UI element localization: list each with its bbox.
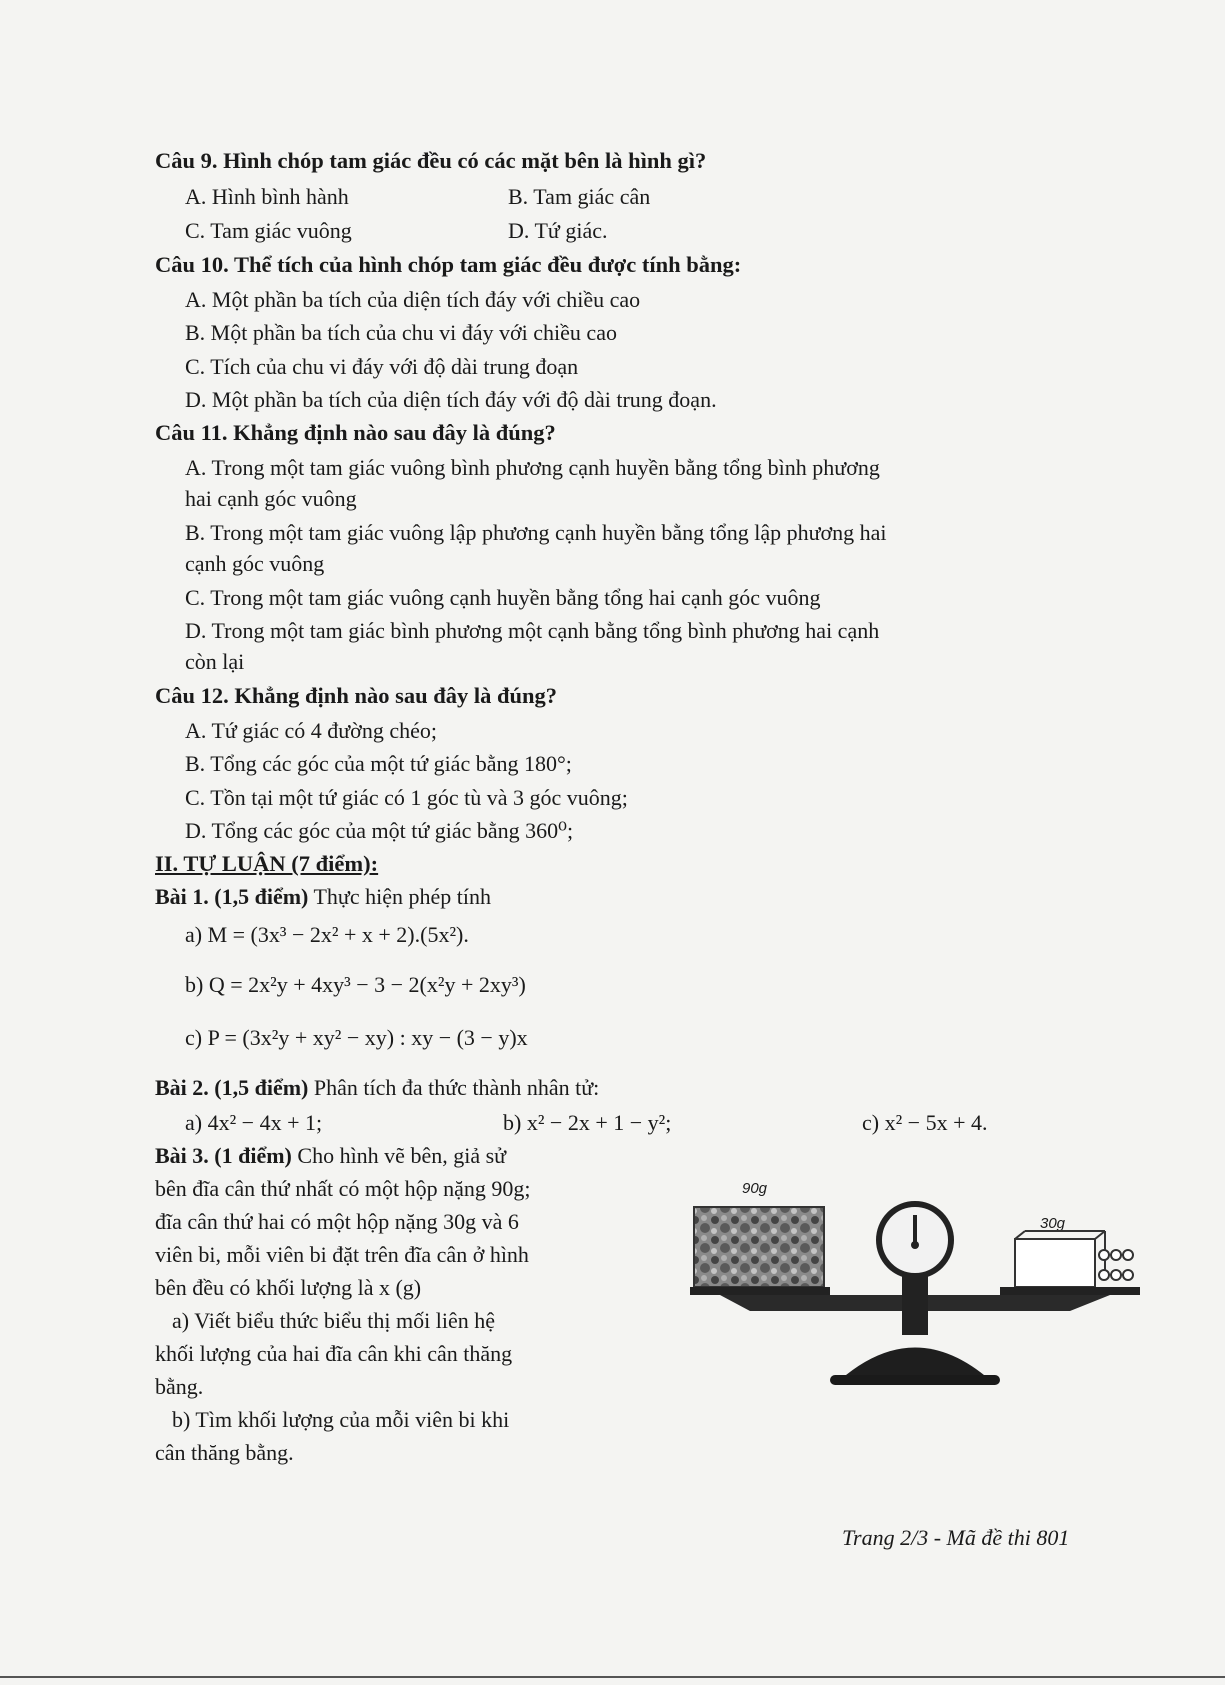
bai-1-expr-a: a) M = (3x³ − 2x² + x + 2).(5x²).	[185, 922, 469, 947]
question-9-option-b: B. Tam giác cân	[508, 184, 651, 209]
bai-2-expr-c: c) x² − 5x + 4.	[862, 1110, 988, 1135]
question-9-option-c: C. Tam giác vuông	[185, 218, 352, 243]
bai-3-part-b-line-2: cân thăng bằng.	[155, 1440, 294, 1465]
box-30g	[1015, 1239, 1095, 1287]
page-footer: Trang 2/3 - Mã đề thi 801	[842, 1525, 1070, 1550]
question-11-option-a-cont: hai cạnh góc vuông	[185, 486, 357, 511]
bai-1-line	[155, 884, 491, 910]
question-12-option-d: D. Tổng các góc của một tứ giác bằng 360⁰;	[185, 818, 574, 843]
section-2-heading: II. TỰ LUẬN (7 điểm):	[155, 851, 379, 876]
bai-1-expr-c: c) P = (3x²y + xy² − xy) : xy − (3 − y)x	[185, 1025, 528, 1050]
figure-label-90g: 90g	[742, 1180, 768, 1197]
question-9-option-a: A. Hình bình hành	[185, 184, 349, 209]
bottom-border	[0, 1676, 1225, 1678]
question-11-title: Câu 11. Khẳng định nào sau đây là đúng?	[155, 420, 556, 445]
bai-2-text: Phân tích đa thức thành nhân tử:	[308, 1075, 600, 1100]
question-9-title: Câu 9. Hình chóp tam giác đều có các mặt bên là hình gì?	[155, 148, 707, 173]
right-pan	[1000, 1287, 1140, 1295]
question-11-option-b: B. Trong một tam giác vuông lập phương cạnh huyền bằng tổng lập phương hai	[185, 520, 887, 545]
bai-3-part-a-line-3: bằng.	[155, 1374, 204, 1399]
left-pan	[690, 1287, 830, 1295]
bai-3-text: Cho hình vẽ bên, giả sử	[291, 1143, 507, 1168]
question-10-option-d: D. Một phần ba tích của diện tích đáy với độ dài trung đoạn.	[185, 387, 717, 412]
question-12-option-b: B. Tổng các góc của một tứ giác bằng 180°;	[185, 751, 572, 776]
bai-3-line-3: đĩa cân thứ hai có một hộp nặng 30g và 6	[155, 1209, 519, 1234]
bai-3-line-4: viên bi, mỗi viên bi đặt trên đĩa cân ở hình	[155, 1242, 529, 1267]
question-12-option-c: C. Tồn tại một tứ giác có 1 góc tù và 3 góc vuông;	[185, 785, 628, 810]
bai-3-part-a-line-1: a) Viết biểu thức biểu thị mối liên hệ	[172, 1308, 496, 1333]
question-11-option-b-cont: cạnh góc vuông	[185, 551, 325, 576]
question-9-option-d: D. Tứ giác.	[508, 218, 608, 243]
question-11-option-a: A. Trong một tam giác vuông bình phương cạnh huyền bằng tổng bình phương	[185, 455, 880, 480]
bai-2-expr-b: b) x² − 2x + 1 − y²;	[503, 1110, 672, 1135]
scale-post	[902, 1275, 928, 1335]
bai-3-line-2: bên đĩa cân thứ nhất có một hộp nặng 90g;	[155, 1176, 531, 1201]
bai-2-expr-a: a) 4x² − 4x + 1;	[185, 1110, 323, 1135]
question-12-option-a: A. Tứ giác có 4 đường chéo;	[185, 718, 437, 743]
bai-1-expr-b: b) Q = 2x²y + 4xy³ − 3 − 2(x²y + 2xy³)	[185, 972, 526, 997]
balance-scale-figure	[690, 1175, 1140, 1405]
question-10-option-c: C. Tích của chu vi đáy với độ dài trung đoạn	[185, 354, 579, 379]
question-11-option-c: C. Trong một tam giác vuông cạnh huyền bằng tổng hai cạnh góc vuông	[185, 585, 821, 610]
bai-3-line-5: bên đều có khối lượng là x (g)	[155, 1275, 422, 1300]
bai-3-label: Bài 3. (1 điểm)	[155, 1143, 292, 1168]
bai-3-part-b-line-1: b) Tìm khối lượng của mỗi viên bi khi	[172, 1407, 510, 1432]
figure-label-30g: 30g	[1040, 1215, 1066, 1232]
question-10-option-a: A. Một phần ba tích của diện tích đáy với chiều cao	[185, 287, 641, 312]
bai-1-text: Thực hiện phép tính	[308, 884, 491, 909]
question-12-title: Câu 12. Khẳng định nào sau đây là đúng?	[155, 683, 558, 708]
bai-3-line	[155, 1143, 506, 1169]
question-11-option-d: D. Trong một tam giác bình phương một cạnh bằng tổng bình phương hai cạnh	[185, 618, 880, 643]
bai-1-label: Bài 1. (1,5 điểm)	[155, 884, 309, 909]
bai-2-label: Bài 2. (1,5 điểm)	[155, 1075, 309, 1100]
question-11-option-d-cont: còn lại	[185, 649, 245, 674]
box-90g	[694, 1207, 824, 1287]
bai-3-part-a-line-2: khối lượng của hai đĩa cân khi cân thăng	[155, 1341, 513, 1366]
question-10-title: Câu 10. Thể tích của hình chóp tam giác đều được tính bằng:	[155, 252, 742, 277]
bai-2-line	[155, 1075, 599, 1101]
question-10-option-b: B. Một phần ba tích của chu vi đáy với chiều cao	[185, 320, 617, 345]
